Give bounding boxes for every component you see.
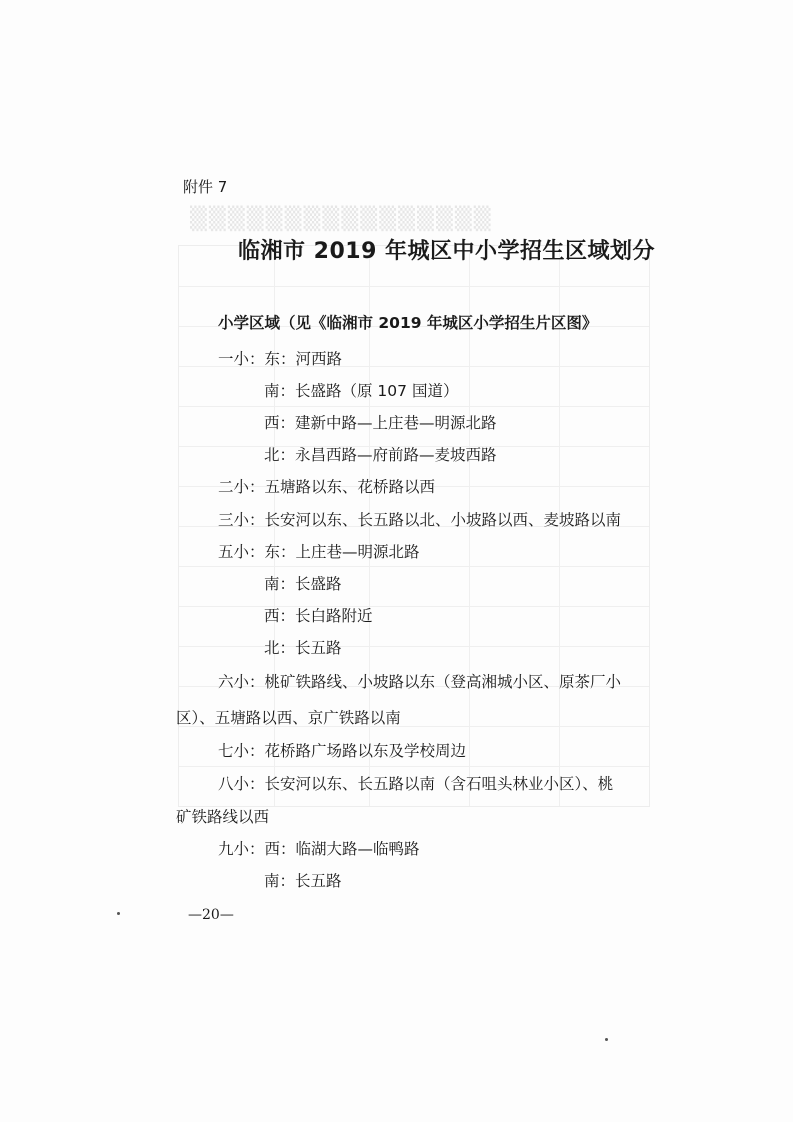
annex-label: 附件 7 — [183, 178, 228, 196]
zone-line: 南：长五路 — [264, 872, 342, 890]
zone-line: 北：长五路 — [264, 639, 342, 657]
document-title: 临湘市 2019 年城区中小学招生区域划分 — [238, 239, 656, 264]
zone-line: 西：长白路附近 — [264, 607, 373, 625]
zone-line: 区）、五塘路以西、京广铁路以南 — [176, 709, 401, 727]
section-heading: 小学区域（见《临湘市 2019 年城区小学招生片区图》 — [218, 314, 598, 332]
zone-line: 南：长盛路（原 107 国道） — [264, 382, 459, 400]
zone-line: 八小：长安河以东、长五路以南（含石咀头林业小区）、桃 — [218, 775, 614, 793]
zone-line: 西：建新中路—上庄巷—明源北路 — [264, 414, 497, 432]
zone-line: 六小：桃矿铁路线、小坡路以东（登高湘城小区、原茶厂小 — [218, 673, 622, 691]
zone-line: 北：永昌西路—府前路—麦坡西路 — [264, 446, 497, 464]
zone-line: 三小：长安河以东、长五路以北、小坡路以西、麦坡路以南 — [218, 511, 622, 529]
zone-line: 七小：花桥路广场路以东及学校周边 — [218, 742, 467, 760]
zone-line: 九小：西：临湖大路—临鸭路 — [218, 840, 420, 858]
page-number: —20— — [188, 907, 234, 923]
zone-line: 二小：五塘路以东、花桥路以西 — [218, 478, 436, 496]
speck — [117, 912, 120, 915]
bleed-through-title: ▒▒▒▒▒▒▒▒▒▒▒▒▒▒▒▒ — [190, 206, 493, 232]
zone-line: 矿铁路线以西 — [176, 808, 270, 826]
zone-line: 南：长盛路 — [264, 575, 342, 593]
zone-line: 五小：东：上庄巷—明源北路 — [218, 543, 420, 561]
zone-line: 一小：东：河西路 — [218, 350, 343, 368]
speck — [605, 1038, 608, 1041]
